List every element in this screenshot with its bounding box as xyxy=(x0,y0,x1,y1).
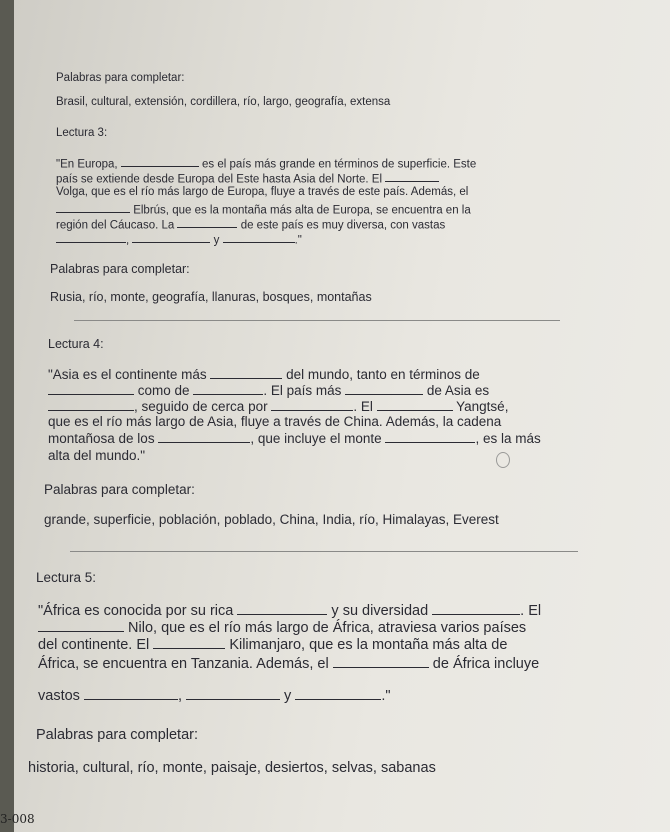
answer-blank[interactable] xyxy=(210,366,282,379)
answer-blank[interactable] xyxy=(345,382,423,395)
answer-blank[interactable] xyxy=(158,430,250,443)
reading-text: del continente. El xyxy=(38,637,150,654)
reading-3-line-3: Volga, que es el río más largo de Europa, fluye a través de este país. Además, el xyxy=(56,186,469,198)
reading-text: Nilo, que es el río más largo de África, atraviesa varios países xyxy=(128,620,527,637)
reading-text: y su diversidad xyxy=(331,603,429,620)
answer-blank[interactable] xyxy=(333,654,429,668)
stray-mark xyxy=(496,452,510,468)
reading-4-line-6: alta del mundo." xyxy=(48,448,146,463)
reading-3-line-4 xyxy=(56,202,471,216)
reading-3-line-5 xyxy=(56,217,445,231)
words-label-4: Palabras para completar: xyxy=(50,262,190,276)
reading-5-line-3 xyxy=(38,635,507,653)
divider xyxy=(70,551,578,552)
reading-text: y xyxy=(213,234,220,247)
reading-text: . El país más xyxy=(263,383,342,399)
reading-text: Elbrús, que es la montaña más alta de Europa, se encuentra en la xyxy=(133,204,471,217)
reading-text: ." xyxy=(381,688,391,705)
reading-title-4: Lectura 4: xyxy=(48,337,104,351)
reading-5-line-4 xyxy=(38,654,539,672)
answer-blank[interactable] xyxy=(48,398,134,411)
answer-blank[interactable] xyxy=(177,217,237,228)
reading-text: , seguido de cerca por xyxy=(134,399,268,415)
reading-5-line-1 xyxy=(38,601,541,619)
reading-4-line-3 xyxy=(48,398,508,414)
divider xyxy=(74,320,560,321)
reading-text: ." xyxy=(294,234,302,247)
reading-5-line-2 xyxy=(38,618,526,636)
reading-text: . El xyxy=(520,603,542,620)
reading-text: , xyxy=(177,688,182,705)
answer-blank[interactable] xyxy=(186,686,280,700)
answer-blank[interactable] xyxy=(385,171,439,182)
answer-blank[interactable] xyxy=(223,232,295,243)
word-list-4: Rusia, río, monte, geografía, llanuras, bosques, montañas xyxy=(50,290,372,304)
reading-text: , xyxy=(126,234,130,247)
answer-blank[interactable] xyxy=(193,382,263,395)
words-label-3: Palabras para completar: xyxy=(56,72,185,84)
reading-text: es el país más grande en términos de superficie. Este xyxy=(202,158,477,171)
word-list-5: grande, superficie, población, poblado, China, India, río, Himalayas, Everest xyxy=(44,512,499,527)
answer-blank[interactable] xyxy=(48,382,134,395)
answer-blank[interactable] xyxy=(432,601,520,615)
reading-text: de este país es muy diversa, con vastas xyxy=(240,219,446,232)
worksheet-page xyxy=(14,0,670,832)
reading-text: como de xyxy=(137,383,190,399)
word-list-3: Brasil, cultural, extensión, cordillera, río, largo, geografía, extensa xyxy=(56,96,391,108)
words-label-6: Palabras para completar: xyxy=(36,727,198,743)
reading-text: Yangtsé, xyxy=(456,399,509,415)
reading-3-line-2 xyxy=(56,171,439,185)
reading-3-line-6 xyxy=(56,232,302,246)
reading-text: Kilimanjaro, que es la montaña más alta de xyxy=(229,637,508,654)
answer-blank[interactable] xyxy=(153,635,225,649)
answer-blank[interactable] xyxy=(385,430,475,443)
reading-title-5: Lectura 5: xyxy=(36,570,97,585)
reading-text: . El xyxy=(353,399,373,415)
answer-blank[interactable] xyxy=(377,398,453,411)
reading-text: región del Cáucaso. La xyxy=(56,219,175,232)
words-label-5: Palabras para completar: xyxy=(44,482,195,497)
reading-text: de África incluye xyxy=(432,656,540,673)
reading-4-line-5 xyxy=(48,430,541,446)
reading-text: "África es conocida por su rica xyxy=(38,603,234,620)
reading-3-line-1 xyxy=(56,156,476,170)
reading-5-line-5 xyxy=(38,686,391,704)
answer-blank[interactable] xyxy=(38,618,124,632)
reading-text: , que incluye el monte xyxy=(250,431,382,447)
reading-text: "Asia es el continente más xyxy=(48,367,207,383)
reading-text: vastos xyxy=(38,688,80,705)
reading-text: del mundo, tanto en términos de xyxy=(286,367,480,383)
page-code: 3-008 xyxy=(0,812,35,826)
reading-text: África, se encuentra en Tanzania. Además, el xyxy=(38,656,329,673)
reading-4-line-2 xyxy=(48,382,489,398)
answer-blank[interactable] xyxy=(237,601,327,615)
reading-text: y xyxy=(284,688,292,705)
answer-blank[interactable] xyxy=(271,398,353,411)
answer-blank[interactable] xyxy=(84,686,178,700)
answer-blank[interactable] xyxy=(121,156,199,167)
answer-blank[interactable] xyxy=(56,232,126,243)
reading-text: "En Europa, xyxy=(56,158,118,171)
answer-blank[interactable] xyxy=(295,686,381,700)
answer-blank[interactable] xyxy=(56,202,130,213)
reading-text: , es la más xyxy=(475,431,541,447)
reading-text: montañosa de los xyxy=(48,431,155,447)
reading-4-line-1 xyxy=(48,366,480,382)
word-list-6: historia, cultural, río, monte, paisaje, desiertos, selvas, sabanas xyxy=(28,760,436,776)
reading-title-3: Lectura 3: xyxy=(56,127,108,139)
reading-text: país se extiende desde Europa del Este hasta Asia del Norte. El xyxy=(56,173,383,186)
reading-4-line-4: que es el río más largo de Asia, fluye a través de China. Además, la cadena xyxy=(48,414,502,429)
reading-text: de Asia es xyxy=(426,383,490,399)
answer-blank[interactable] xyxy=(132,232,210,243)
